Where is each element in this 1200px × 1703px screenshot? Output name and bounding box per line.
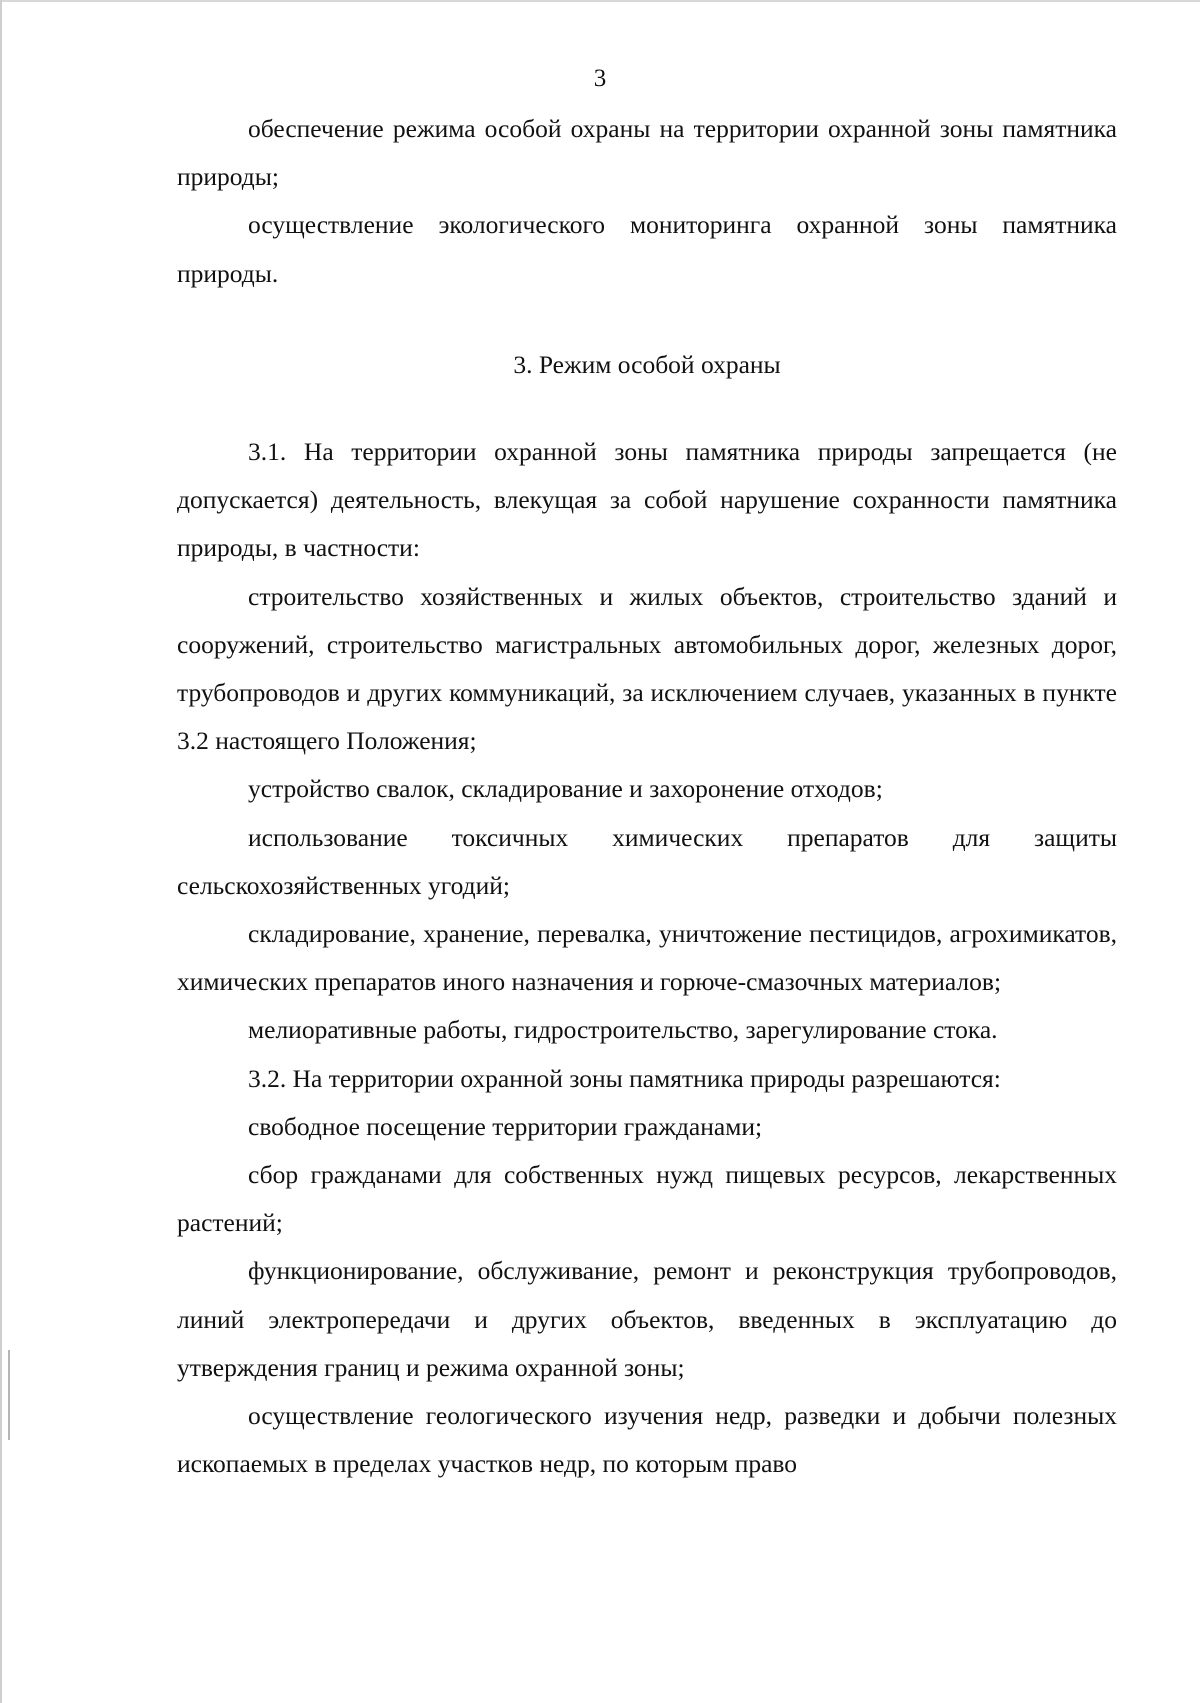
paragraph: устройство свалок, складирование и захоронение отходов; [248,774,883,804]
paragraph: использование токсичных химических препаратов для защиты сельскохозяйственных угодий; [177,822,1117,900]
paragraph: сбор гражданами для собственных нужд пищевых ресурсов, лекарственных растений; [177,1160,1117,1238]
paragraph: обеспечение режима особой охраны на территории охранной зоны памятника природы; [177,114,1117,192]
paragraph: мелиоративные работы, гидростроительство, зарегулирование стока. [248,1015,998,1045]
paragraph: функционирование, обслуживание, ремонт и реконструкция трубопроводов, линий электропередачи и других объектов, введенных в эксплуатацию до утверждения границ и режима охранной зоны; [177,1256,1117,1382]
paragraph: складирование, хранение, перевалка, уничтожение пестицидов, агрохимикатов, химических препаратов иного назначения и горюче-смазочных материалов; [177,919,1117,997]
paragraph: свободное посещение территории гражданами; [248,1111,763,1141]
section-heading: 3. Режим особой охраны [513,349,781,379]
scan-border-left [0,0,2,1703]
document-body [177,105,1117,1488]
page-number: 3 [593,65,607,92]
scan-border-top [0,0,1200,2]
paragraph: строительство хозяйственных и жилых объектов, строительство зданий и сооружений, строительство магистральных автомобильных дорог, железных дорог, трубопроводов и других коммуникаций, за исключением случаев, указанных в пункте 3.2 настоящего Положения; [177,581,1117,756]
paragraph: 3.1. На территории охранной зоны памятника природы запрещается (не допускается) деятельность, влекущая за собой нарушение сохранности памятника природы, в частности: [177,437,1117,563]
paragraph: 3.2. На территории охранной зоны памятника природы разрешаются: [248,1063,1001,1093]
paragraph: осуществление геологического изучения недр, разведки и добычи полезных ископаемых в пределах участков недр, по которым право [177,1401,1117,1479]
scan-artifact-mark [8,1350,10,1440]
paragraph: осуществление экологического мониторинга охранной зоны памятника природы. [177,210,1117,288]
